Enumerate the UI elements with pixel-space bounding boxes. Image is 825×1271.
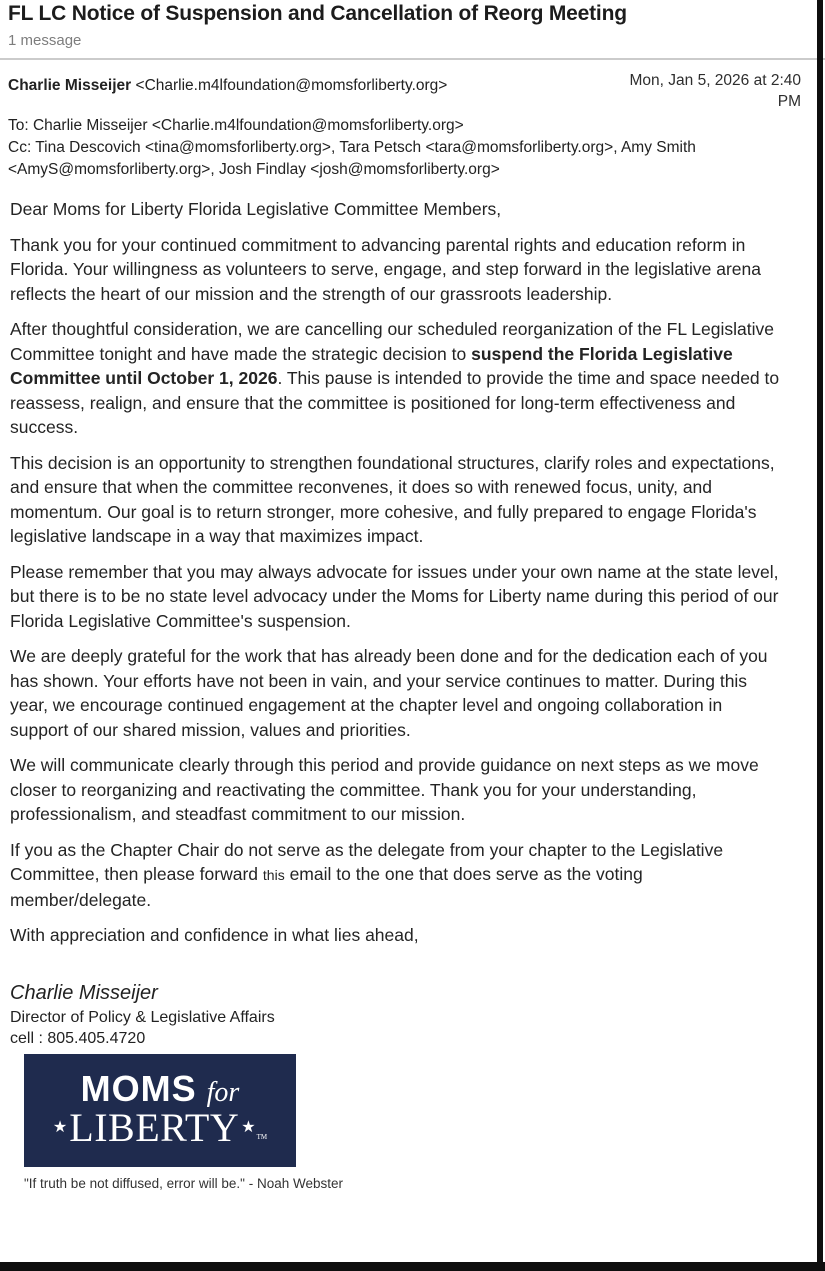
body-paragraph: Dear Moms for Liberty Florida Legislative Committee Members, xyxy=(10,199,502,219)
from-line xyxy=(8,70,619,112)
signature-phone: cell : 805.405.4720 xyxy=(10,1029,146,1047)
trademark-mark: TM xyxy=(256,1132,268,1141)
body-paragraph: Please remember that you may always advocate for issues under your own name at the state level, but there is to be no state level advocacy under the Moms for Liberty name during this period of our Florida Legislative Committee's suspension. xyxy=(10,561,779,631)
body-paragraph: We are deeply grateful for the work that has already been done and for the dedication each of you has shown. Your efforts have not been in vain, and your service continues to matter. During this year, we encourage continued engagement at the chapter level and ongoing collaboration in support of our shared mission, values and priorities. xyxy=(10,646,768,740)
body-paragraph: This decision is an opportunity to strengthen foundational structures, clarify roles and expectations, and ensure that when the committee reconvenes, it does so with renewed focus, unity, and momentum. Our goal is to return stronger, more cohesive, and fully prepared to engage Florida's legislative landscape in a way that maximizes impact. xyxy=(10,452,775,546)
body-paragraph: After thoughtful consideration, we are cancelling our scheduled reorganization of the FL Legislative Committee tonight and have made the strategic decision to suspend the Florida Legislative Committee until October 1, 2026. This pause is intended to provide the time and space needed to reassess, realign, and ensure that the committee is positioned for long-term effectiveness and success. xyxy=(10,319,780,437)
star-icon: ★ xyxy=(52,1118,68,1136)
signature-quote: "If truth be not diffused, error will be." - Noah Webster xyxy=(24,1175,343,1191)
body-paragraph: With appreciation and confidence in what lies ahead, xyxy=(10,925,419,945)
logo-word-for: for xyxy=(206,1076,240,1108)
message-date: Mon, Jan 5, 2026 at 2:40 PM xyxy=(629,72,801,110)
signature-block xyxy=(0,959,825,1192)
logo-word-moms: MOMS xyxy=(80,1067,197,1109)
logo-line-moms-for xyxy=(80,1067,240,1109)
m4l-logo xyxy=(24,1054,296,1167)
body-paragraph: Thank you for your continued commitment to advancing parental rights and education reform in Florida. Your willingness as volunteers to serve, engage, and step forward in the legislative arena reflects the heart of our mission and the strength of our grassroots leadership. xyxy=(10,234,761,304)
star-icon: ★ xyxy=(241,1118,256,1136)
message-count: 1 message xyxy=(8,32,82,49)
to-line: To: Charlie Misseijer <Charlie.m4lfoundation@momsforliberty.org> xyxy=(8,117,464,134)
message-header-row xyxy=(0,60,825,112)
sender-name: Charlie Misseijer xyxy=(8,77,132,94)
subject-block xyxy=(0,0,825,50)
signature-name: Charlie Misseijer xyxy=(10,981,158,1004)
email-subject: FL LC Notice of Suspension and Cancellation of Reorg Meeting xyxy=(8,2,627,25)
logo-line-liberty xyxy=(53,1106,267,1150)
signature-title: Director of Policy & Legislative Affairs xyxy=(10,1008,275,1026)
recipients-block xyxy=(0,112,825,181)
logo-word-liberty: LIBERTY xyxy=(69,1104,240,1150)
sender-email: <Charlie.m4lfoundation@momsforliberty.org> xyxy=(135,77,448,94)
screenshot-right-edge xyxy=(817,0,823,1271)
email-body xyxy=(0,181,825,948)
body-paragraph: We will communicate clearly through this period and provide guidance on next steps as we move closer to reorganizing and reactivating the committee. Thank you for your understanding, professionalism, and steadfast commitment to our mission. xyxy=(10,755,759,824)
body-paragraph: If you as the Chapter Chair do not serve as the delegate from your chapter to the Legislative Committee, then please forward this email to the one that does serve as the voting member/delegate. xyxy=(10,839,724,910)
cc-line: Cc: Tina Descovich <tina@momsforliberty.org>, Tara Petsch <tara@momsforliberty.org>, Amy Smith <AmyS@momsforliberty.org>, Josh Findlay <josh@momsforliberty.org> xyxy=(8,139,696,178)
screenshot-bottom-edge xyxy=(0,1262,825,1271)
